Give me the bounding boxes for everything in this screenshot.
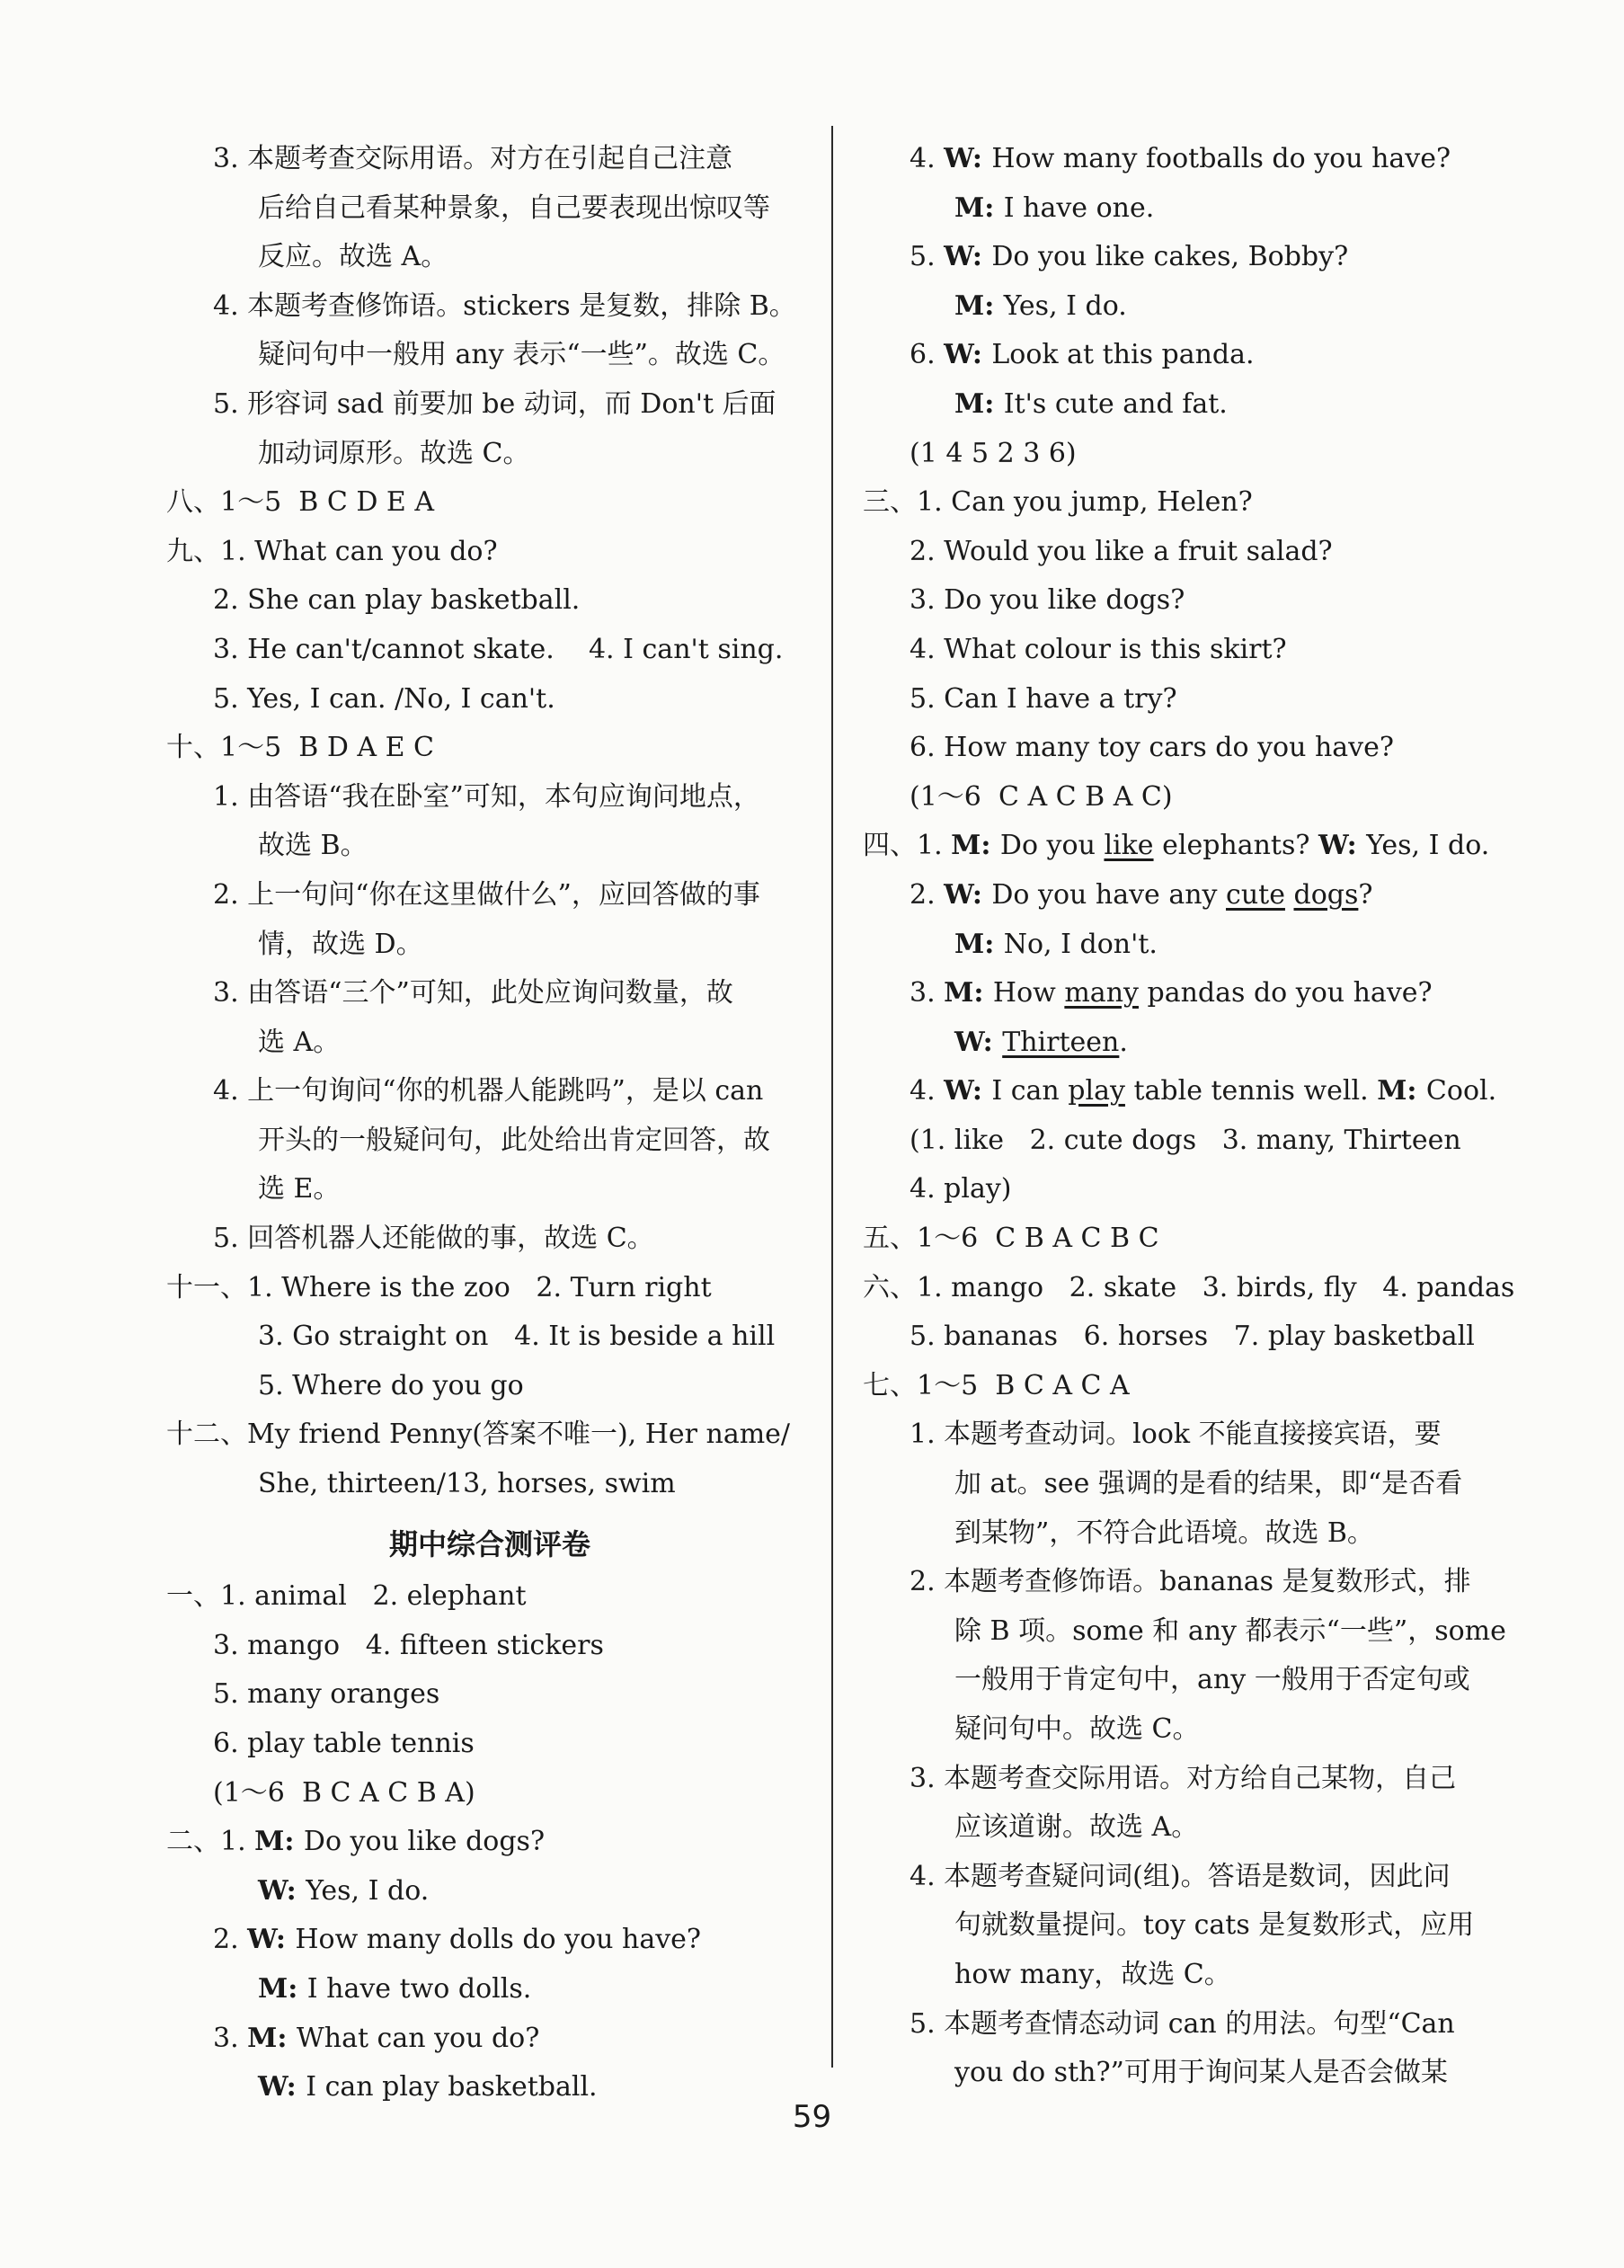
answer-line: 2. 本题考查修饰语。bananas 是复数形式，排 (910, 1566, 1471, 1598)
answer-line: 3. mango 4. fifteen stickers (213, 1629, 604, 1661)
answer-line: how many，故选 C。 (954, 1958, 1231, 1990)
speaker-w: W: (944, 143, 992, 174)
section-8-answers: 八、1～5 B C D E A (166, 486, 435, 519)
speaker-w: W: (258, 2071, 306, 2103)
section-9-line: 九、1. What can you do? (166, 535, 498, 567)
dialogue-line: 4. W: How many footballs do you have? (910, 143, 1451, 174)
answer-line: 选 A。 (258, 1026, 341, 1058)
section-11-line: 十一、1. Where is the zoo 2. Turn right (166, 1271, 712, 1303)
answer-line: 选 E。 (258, 1173, 341, 1205)
dialogue-line: 5. W: Do you like cakes, Bobby? (910, 241, 1349, 273)
dialogue-line: 6. W: Look at this panda. (910, 339, 1255, 371)
speaker-m: M: (954, 289, 1004, 322)
dialogue-line: W: Yes, I do. (258, 1874, 430, 1907)
speaker-m: M: (254, 1826, 304, 1858)
dialogue-line: 3. M: What can you do? (213, 2022, 540, 2054)
answer-line: 疑问句中。故选 C。 (954, 1713, 1200, 1745)
section-3-line: 三、1. Can you jump, Helen? (863, 486, 1253, 519)
speaker-w: W: (944, 878, 992, 911)
midterm-section-1-line: 一、1. animal 2. elephant (166, 1580, 527, 1613)
dialogue-line: M: It's cute and fat. (954, 387, 1228, 420)
answer-line: 6. play table tennis (213, 1728, 475, 1759)
page-number: 59 (792, 2099, 832, 2135)
underlined-answer: cute (1226, 878, 1285, 911)
underlined-answer: many (1064, 977, 1139, 1009)
left-column (166, 135, 813, 2112)
dialogue-line: M: I have one. (954, 191, 1155, 224)
dialogue-line: 四、1. M: Do you like elephants? W: Yes, I do. (863, 830, 1490, 862)
answer-line: 疑问句中一般用 any 表示“一些”。故选 C。 (258, 339, 785, 371)
speaker-m: M: (944, 977, 993, 1009)
dialogue-line: 2. W: Do you have any cute dogs? (910, 878, 1373, 911)
speaker-w: W: (1318, 830, 1367, 862)
answer-line: 4. What colour is this skirt? (910, 633, 1287, 665)
speaker-m: M: (954, 928, 1004, 960)
answer-line: (1 4 5 2 3 6) (910, 437, 1077, 469)
dialogue-line: 4. W: I can play table tennis well. M: Cool. (910, 1075, 1497, 1107)
answer-line: 4. play) (910, 1173, 1012, 1205)
speaker-m: M: (954, 191, 1004, 224)
speaker-m: M: (951, 830, 1000, 862)
answer-line: 反应。故选 A。 (258, 241, 448, 273)
answer-line: 5. 本题考查情态动词 can 的用法。句型“Can (910, 2007, 1455, 2040)
dialogue-line: M: I have two dolls. (258, 1972, 532, 2005)
dialogue-line: 二、1. M: Do you like dogs? (166, 1826, 546, 1858)
speaker-w: W: (944, 1075, 992, 1107)
answer-line: 加动词原形。故选 C。 (258, 437, 530, 469)
answer-line: 3. Go straight on 4. It is beside a hill (258, 1321, 776, 1353)
answer-line: 5. Can I have a try? (910, 682, 1177, 715)
answer-line: 故选 B。 (258, 830, 368, 862)
right-column (863, 135, 1515, 2098)
dialogue-line: W: Thirteen. (954, 1026, 1128, 1058)
dialogue-line: 2. W: How many dolls do you have? (213, 1924, 701, 1956)
answer-line: 5. Where do you go (258, 1369, 524, 1401)
underlined-answer: play (1068, 1075, 1125, 1107)
answer-line: 2. 上一句问“你在这里做什么”，应回答做的事 (213, 878, 760, 911)
answer-line: 2. She can play basketball. (213, 584, 581, 617)
answer-line: 3. Do you like dogs? (910, 584, 1185, 617)
underlined-answer: dogs (1293, 878, 1359, 911)
answer-line: 加 at。see 强调的是看的结果，即“是否看 (954, 1468, 1463, 1500)
answer-line: (1～6 C A C B A C) (910, 780, 1173, 813)
answer-line: 4. 上一句询问“你的机器人能跳吗”，是以 can (213, 1075, 764, 1107)
speaker-w: W: (954, 1026, 1003, 1058)
answer-line: 5. bananas 6. horses 7. play basketball (910, 1321, 1475, 1353)
answer-line: 5. 形容词 sad 前要加 be 动词，而 Don't 后面 (213, 387, 777, 420)
speaker-m: M: (954, 387, 1004, 420)
underlined-answer: Thirteen (1002, 1026, 1120, 1058)
answer-line: 除 B 项。some 和 any 都表示“一些”，some (954, 1614, 1506, 1647)
column-divider (831, 126, 833, 2068)
speaker-w: W: (944, 339, 992, 371)
answer-line: She, thirteen/13, horses, swim (258, 1468, 676, 1500)
answer-line: 3. He can't/cannot skate. 4. I can't sing. (213, 633, 784, 665)
answer-line: (1. like 2. cute dogs 3. many, Thirteen (910, 1124, 1461, 1156)
underlined-answer: like (1104, 830, 1154, 862)
answer-line: 情，故选 D。 (258, 928, 423, 960)
answer-line: 4. 本题考查疑问词(组)。答语是数词，因此问 (910, 1860, 1451, 1892)
section-7-answers: 七、1～5 B C A C A (863, 1369, 1130, 1401)
speaker-w: W: (944, 241, 992, 273)
answer-line: 3. 由答语“三个”可知，此处应询问数量，故 (213, 977, 733, 1009)
speaker-m: M: (247, 2022, 297, 2054)
answer-line: 一般用于肯定句中，any 一般用于否定句或 (954, 1664, 1470, 1696)
section-heading: 期中综合测评卷 (388, 1526, 590, 1561)
answer-line: (1～6 B C A C B A) (213, 1776, 475, 1809)
answer-line: 后给自己看某种景象，自己要表现出惊叹等 (258, 191, 770, 224)
speaker-w: W: (258, 1874, 306, 1907)
answer-line: 5. many oranges (213, 1678, 440, 1711)
answer-line: 3. 本题考查交际用语。对方给自己某物，自己 (910, 1762, 1457, 1794)
dialogue-line: M: Yes, I do. (954, 289, 1127, 322)
section-5-answers: 五、1～6 C B A C B C (863, 1223, 1159, 1255)
answer-line: 到某物”，不符合此语境。故选 B。 (954, 1516, 1374, 1549)
answer-line: 4. 本题考查修饰语。stickers 是复数，排除 B。 (213, 289, 796, 322)
speaker-m: M: (1377, 1075, 1426, 1107)
answer-line: 3. 本题考查交际用语。对方在引起自己注意 (213, 143, 733, 174)
answer-line: 6. How many toy cars do you have? (910, 732, 1394, 764)
speaker-m: M: (258, 1972, 307, 2005)
dialogue-line: M: No, I don't. (954, 928, 1158, 960)
section-6-line: 六、1. mango 2. skate 3. birds, fly 4. pandas (863, 1271, 1515, 1303)
answer-line: 1. 由答语“我在卧室”可知，本句应询问地点， (213, 780, 760, 813)
section-12-line: 十二、My friend Penny(答案不唯一), Her name/ (166, 1419, 791, 1451)
dialogue-line: W: I can play basketball. (258, 2071, 598, 2103)
section-10-answers: 十、1～5 B D A E C (166, 732, 435, 764)
answer-line: 句就数量提问。toy cats 是复数形式，应用 (954, 1909, 1475, 1942)
speaker-w: W: (247, 1924, 296, 1956)
answer-line: 1. 本题考查动词。look 不能直接接宾语，要 (910, 1419, 1442, 1451)
answer-line: 5. Yes, I can. /No, I can't. (213, 682, 555, 715)
answer-line: 2. Would you like a fruit salad? (910, 535, 1333, 567)
answer-line: you do sth?”可用于询问某人是否会做某 (954, 2057, 1448, 2089)
dialogue-line: 3. M: How many pandas do you have? (910, 977, 1433, 1009)
answer-line: 5. 回答机器人还能做的事，故选 C。 (213, 1223, 654, 1255)
answer-line: 开头的一般疑问句，此处给出肯定回答，故 (258, 1124, 770, 1156)
answer-line: 应该道谢。故选 A。 (954, 1811, 1199, 1844)
